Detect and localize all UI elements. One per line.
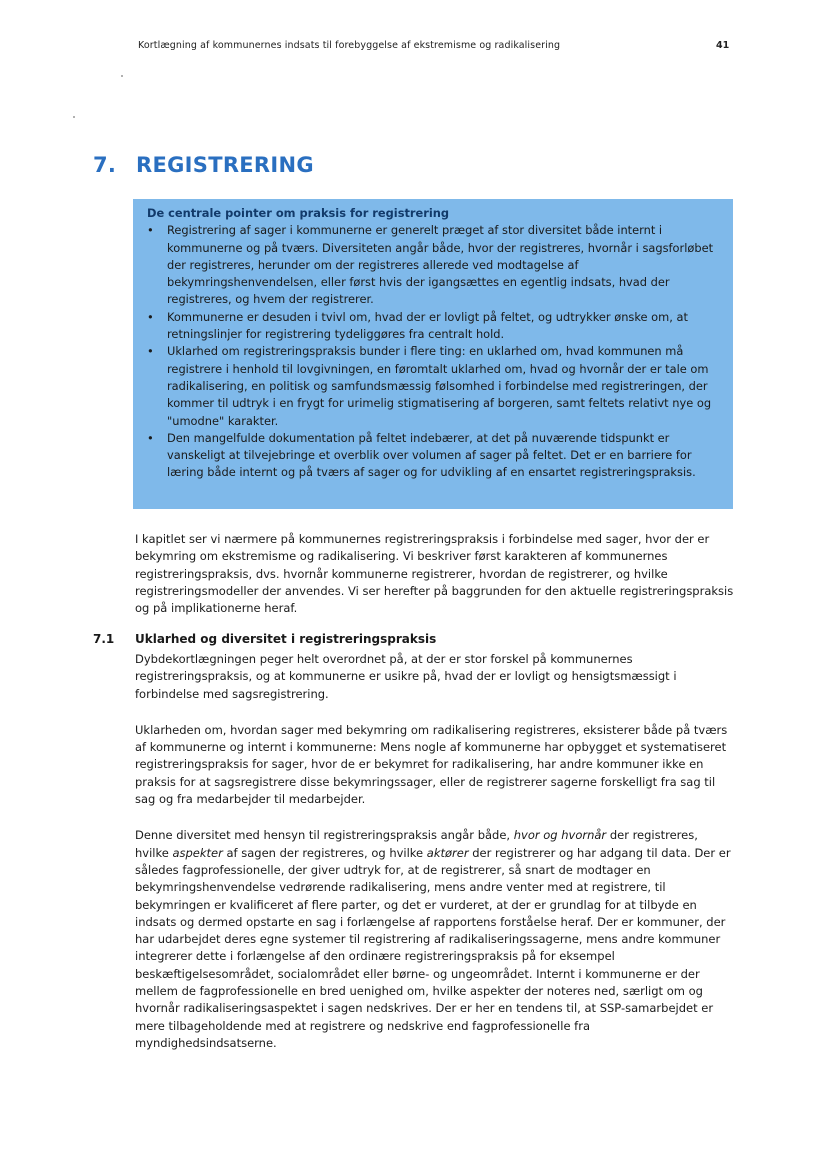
emphasis-text: aspekter [172, 845, 223, 860]
text-run: af sagen der registreres, og hvilke [222, 845, 427, 860]
body-paragraph [135, 827, 735, 1052]
text-run: der registreres, hvilke [135, 828, 698, 860]
key-points-title: De centrale pointer om praksis for registrering [147, 206, 450, 220]
key-point-item: • Registrering af sager i kommunerne er generelt præget af stor diversitet både internt i kommunerne og på tværs. Diversiteten angår både, hvor der registreres, hvornår i sagsforløbet der registreres, herunder om der registreres allerede ved modtagelse af bekymringshenvendelsen, eller først hvis der igangsættes en egentlig indsats, hvad der registreres, og hvem der registrerer. [147, 222, 715, 308]
chapter-title: REGISTRERING [136, 153, 314, 177]
key-point-item: • Kommunerne er desuden i tvivl om, hvad der er lovligt på feltet, og udtrykker ønske om, at retningslinjer for registrering tydeliggøres fra centralt hold. [147, 309, 715, 344]
key-points-box [133, 199, 733, 509]
intro-paragraph: I kapitlet ser vi nærmere på kommunernes registreringspraksis i forbindelse med sager, hvor der er bekymring om ekstremisme og radikalisering. Vi beskriver først karakteren af kommunernes registreringspraksis, dvs. hvornår kommunerne registrerer, hvordan de registrerer, og hvilke registreringsmodeller der anvendes. Vi ser herefter på baggrunden for den aktuelle registreringspraksis og på implikationerne heraf. [135, 532, 734, 616]
section-body [135, 651, 735, 1071]
key-point-item: • Uklarhed om registreringspraksis bunder i flere ting: en uklarhed om, hvad kommunen må registrere i henhold til lovgivningen, en føromtalt uklarhed om, hvad og hvornår der er tale om radikalisering, en politisk og samfundsmæssig følsomhed i forbindelse med registreringen, der kommer til udtryk i en frygt for urimelig stigmatisering af borgeren, samt feltets relativt nye og "umodne" karakter. [147, 343, 715, 429]
chapter-heading [93, 153, 314, 177]
section-number: 7.1 [93, 632, 115, 646]
emphasis-text: aktører [426, 845, 469, 860]
body-paragraph: Dybdekortlægningen peger helt overordnet på, at der er stor forskel på kommunernes registreringspraksis, og at kommunerne er usikre på, hvad der er lovligt og hensigtsmæssigt i forbindelse med sagsregistrering. [135, 652, 677, 701]
scan-speck [73, 116, 75, 118]
text-run: der registrerer og har adgang til data. Der er således fagprofessionelle, der giver udtryk for, at de registrerer, så snart de modtager en bekymringshenvendelse vedrørende radikalisering, mens andre venter med at registrere, til bekymringen er kvalificeret af flere parter, og det er vurderet, at der er grundlag for at tilbyde en indsats og dermed opstarte en sag i forlængelse af rapportens forståelse heraf. Der er kommuner, der har udarbejdet deres egne systemer til registrering af radikaliseringssagerne, mens andre kommuner integrerer dette i forlængelse af den ordinære registreringspraksis på for eksempel beskæftigelsesområdet, socialområdet eller børne- og ungeområdet. Internt i kommunerne er der mellem de fagprofessionelle en bred uenighed om, hvilke aspekter der noteres ned, særligt om og hvornår radikaliseringsaspektet i sagen nedskrives. Der er her en tendens til, at SSP-samarbejdet er mere tilbageholdende med at registrere og nedskrive end fagprofessionelle fra myndighedsindsatserne. [135, 845, 731, 1050]
scan-speck [121, 75, 123, 77]
section-title: Uklarhed og diversitet i registreringspraksis [135, 632, 437, 646]
running-header: Kortlægning af kommunernes indsats til forebyggelse af ekstremisme og radikalisering [138, 40, 561, 51]
page-number: 41 [716, 40, 730, 51]
body-paragraph: Uklarheden om, hvordan sager med bekymring om radikalisering registreres, eksisterer både på tværs af kommunerne og internt i kommunerne: Mens nogle af kommunerne har opbygget et systematiseret registreringspraksis for sager, hvor de er bekymret for radikalisering, har andre kommuner ikke en praksis for at sagsregistrere disse bekymringssager, eller de registrerer sagerne forskelligt fra sag til sag og fra medarbejder til medarbejder. [135, 722, 728, 807]
key-point-item: • Den mangelfulde dokumentation på feltet indebærer, at det på nuværende tidspunkt er vanskeligt at tilvejebringe et overblik over volumen af sager på feltet. Det er en barriere for læring både internt og på tværs af sager og for udvikling af en ensartet registreringspraksis. [147, 430, 715, 482]
key-points-list [147, 222, 715, 481]
emphasis-text: hvor og hvornår [513, 828, 607, 843]
text-run: Denne diversitet med hensyn til registreringspraksis angår både, [135, 828, 514, 843]
chapter-number: 7. [93, 153, 117, 177]
